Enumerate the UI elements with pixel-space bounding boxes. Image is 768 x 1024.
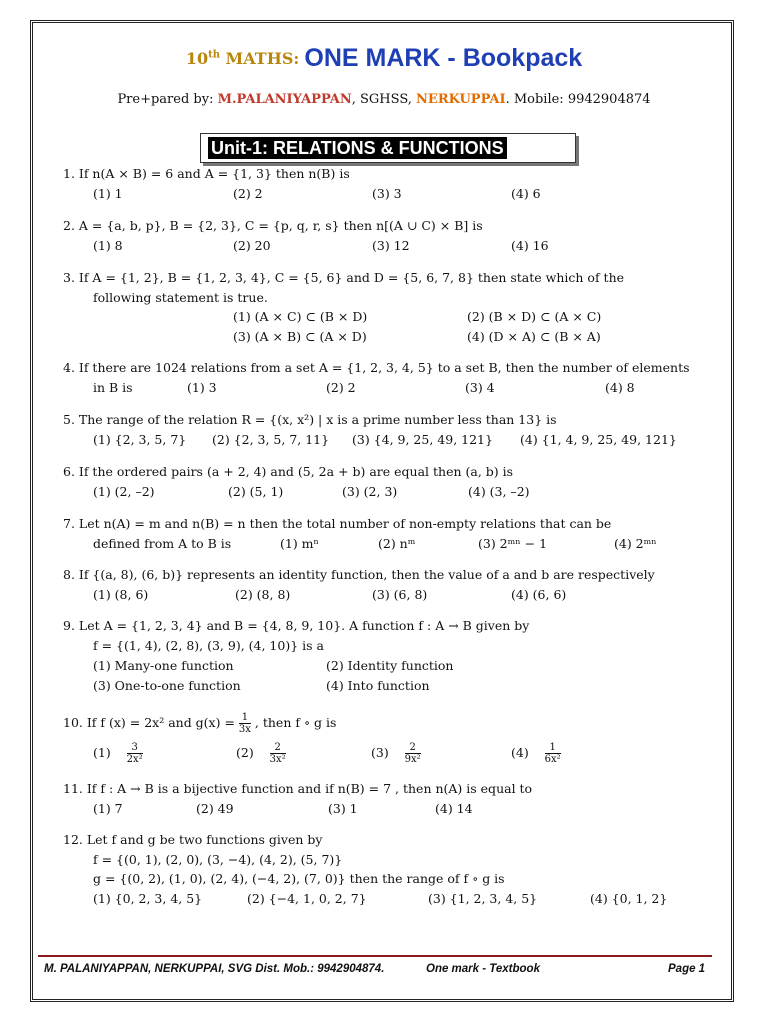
header-subject: 10th MATHS: xyxy=(185,49,300,68)
footer-center: One mark - Textbook xyxy=(426,963,540,975)
question-text-line: g = {(0, 2), (1, 0), (2, 4), (−4, 2), (7, 0)} then the range of f ∘ g is xyxy=(93,871,505,886)
question-text-line: (2) {−4, 1, 0, 2, 7} xyxy=(247,891,367,906)
question-text-line: (4) {0, 1, 2} xyxy=(590,891,668,906)
question-text-line: (1) mⁿ xyxy=(280,536,319,551)
question-text-line: (1) 8 xyxy=(93,238,123,253)
question-text-line: (2) 20 xyxy=(233,238,271,253)
question-text-line: (3) 2ᵐⁿ − 1 xyxy=(478,536,548,551)
footer-author: M. PALANIYAPPAN, NERKUPPAI, SVG Dist. Mob.: 9942904874. xyxy=(44,963,385,975)
question-text-line: (4) 14 xyxy=(435,801,473,816)
question-text-line: (1) {0, 2, 3, 4, 5} xyxy=(93,891,203,906)
question-text-line: 2. A = {a, b, p}, B = {2, 3}, C = {p, q, r, s} then n[(A ∪ C) × B] is xyxy=(63,218,483,233)
question-text-line: (3) 4 xyxy=(465,380,495,395)
question-text-line: (4) (3, –2) xyxy=(468,484,530,499)
question-text-line: in B is xyxy=(93,380,133,395)
place-name: NERKUPPAI xyxy=(416,92,506,107)
question-text-line: (1) 1 xyxy=(93,186,123,201)
question-text-line: (4) 6 xyxy=(511,186,541,201)
question-text-line: (4) (D × A) ⊂ (B × A) xyxy=(467,329,601,344)
question-text-line: (2) nᵐ xyxy=(378,536,416,551)
question-text-line: (3) 3 xyxy=(372,186,402,201)
question-text-line: 7. Let n(A) = m and n(B) = n then the total number of non-empty relations that can be xyxy=(63,516,612,531)
unit-title: Unit-1: RELATIONS & FUNCTIONS xyxy=(208,137,507,159)
question-text-line: (1) 7 xyxy=(93,801,123,816)
question-text-line: 12. Let f and g be two functions given by xyxy=(63,832,323,847)
question-text-line: 5. The range of the relation R = {(x, x²) | x is a prime number less than 13} is xyxy=(63,412,557,427)
question-text-line: (4) Into function xyxy=(326,678,430,693)
question-text-line: (3) {1, 2, 3, 4, 5} xyxy=(428,891,538,906)
question-text-line: (3) (2, 3) xyxy=(342,484,398,499)
question-text-line: 4. If there are 1024 relations from a set A = {1, 2, 3, 4, 5} to a set B, then the number of elements xyxy=(63,360,690,375)
q10-option-3: (3) $\frac{2}{\text{9x²}}$ xyxy=(371,742,421,765)
q10-option-2: (2) $\frac{2}{\text{3x²}}$ xyxy=(236,742,286,765)
question-text-line: (3) (6, 8) xyxy=(372,587,428,602)
question-text-line: f = {(1, 4), (2, 8), (3, 9), (4, 10)} is a xyxy=(93,638,324,653)
question-text-line: 3. If A = {1, 2}, B = {1, 2, 3, 4}, C = {5, 6} and D = {5, 6, 7, 8} then state which of the xyxy=(63,270,625,285)
question-text-line: (2) (8, 8) xyxy=(235,587,291,602)
question-text-line: (4) 16 xyxy=(511,238,549,253)
header-author-line: Pre+pared by: M.PALANIYAPPAN, SGHSS, NERKUPPAI. Mobile: 9942904874 xyxy=(117,92,651,107)
header-title-row xyxy=(0,44,768,73)
question-text-line: (1) (8, 6) xyxy=(93,587,149,602)
question-text-line: (2) (5, 1) xyxy=(228,484,284,499)
q10-option-1: (1) $\frac{3}{\text{2x²}}$ xyxy=(93,742,143,765)
question-text-line: (1) (A × C) ⊂ (B × D) xyxy=(233,309,368,324)
question-text-line: (2) Identity function xyxy=(326,658,454,673)
q10-stem: 10. If f (x) = 2x² and g(x) = $\frac{1}{3x}$ , then f ∘ g is xyxy=(63,712,337,735)
footer-divider xyxy=(38,955,712,957)
q10-option-4: (4) $\frac{1}{\text{6x²}}$ xyxy=(511,742,561,765)
question-text-line: 6. If the ordered pairs (a + 2, 4) and (5, 2a + b) are equal then (a, b) is xyxy=(63,464,514,479)
question-text-line: (4) 8 xyxy=(605,380,635,395)
question-text-line: (2) 2 xyxy=(326,380,356,395)
question-text-line: (3) {4, 9, 25, 49, 121} xyxy=(352,432,493,447)
question-text-line: (1) (2, –2) xyxy=(93,484,155,499)
question-text-line: 1. If n(A × B) = 6 and A = {1, 3} then n(B) is xyxy=(63,166,350,181)
question-text-line: (2) {2, 3, 5, 7, 11} xyxy=(212,432,330,447)
question-text-line: (3) One-to-one function xyxy=(93,678,241,693)
author-name: M.PALANIYAPPAN xyxy=(217,92,352,107)
question-text-line: following statement is true. xyxy=(93,290,268,305)
question-text-line: (3) 1 xyxy=(328,801,358,816)
page-title: ONE MARK - Bookpack xyxy=(304,44,583,72)
question-text-line: 9. Let A = {1, 2, 3, 4} and B = {4, 8, 9, 10}. A function f : A → B given by xyxy=(63,618,530,633)
q10-stem-fraction: $\frac{1}{3x}$ xyxy=(238,712,251,735)
question-text-line: (1) 3 xyxy=(187,380,217,395)
question-text-line: 8. If {(a, 8), (6, b)} represents an identity function, then the value of a and b are respectively xyxy=(63,567,655,582)
question-text-line: (1) Many-one function xyxy=(93,658,234,673)
question-text-line: (2) 2 xyxy=(233,186,263,201)
question-text-line: (4) 2ᵐⁿ xyxy=(614,536,657,551)
question-text-line: (4) {1, 4, 9, 25, 49, 121} xyxy=(520,432,677,447)
question-text-line: (1) {2, 3, 5, 7} xyxy=(93,432,187,447)
question-text-line: (2) (B × D) ⊂ (A × C) xyxy=(467,309,602,324)
question-text-line: (3) 12 xyxy=(372,238,410,253)
question-text-line: f = {(0, 1), (2, 0), (3, −4), (4, 2), (5, 7)} xyxy=(93,852,343,867)
footer-page-number: Page 1 xyxy=(668,963,706,975)
question-text-line: (3) (A × B) ⊂ (A × D) xyxy=(233,329,367,344)
question-text-line: defined from A to B is xyxy=(93,536,232,551)
question-text-line: 11. If f : A → B is a bijective function and if n(B) = 7 , then n(A) is equal to xyxy=(63,781,533,796)
question-text-line: (4) (6, 6) xyxy=(511,587,567,602)
question-text-line: (2) 49 xyxy=(196,801,234,816)
